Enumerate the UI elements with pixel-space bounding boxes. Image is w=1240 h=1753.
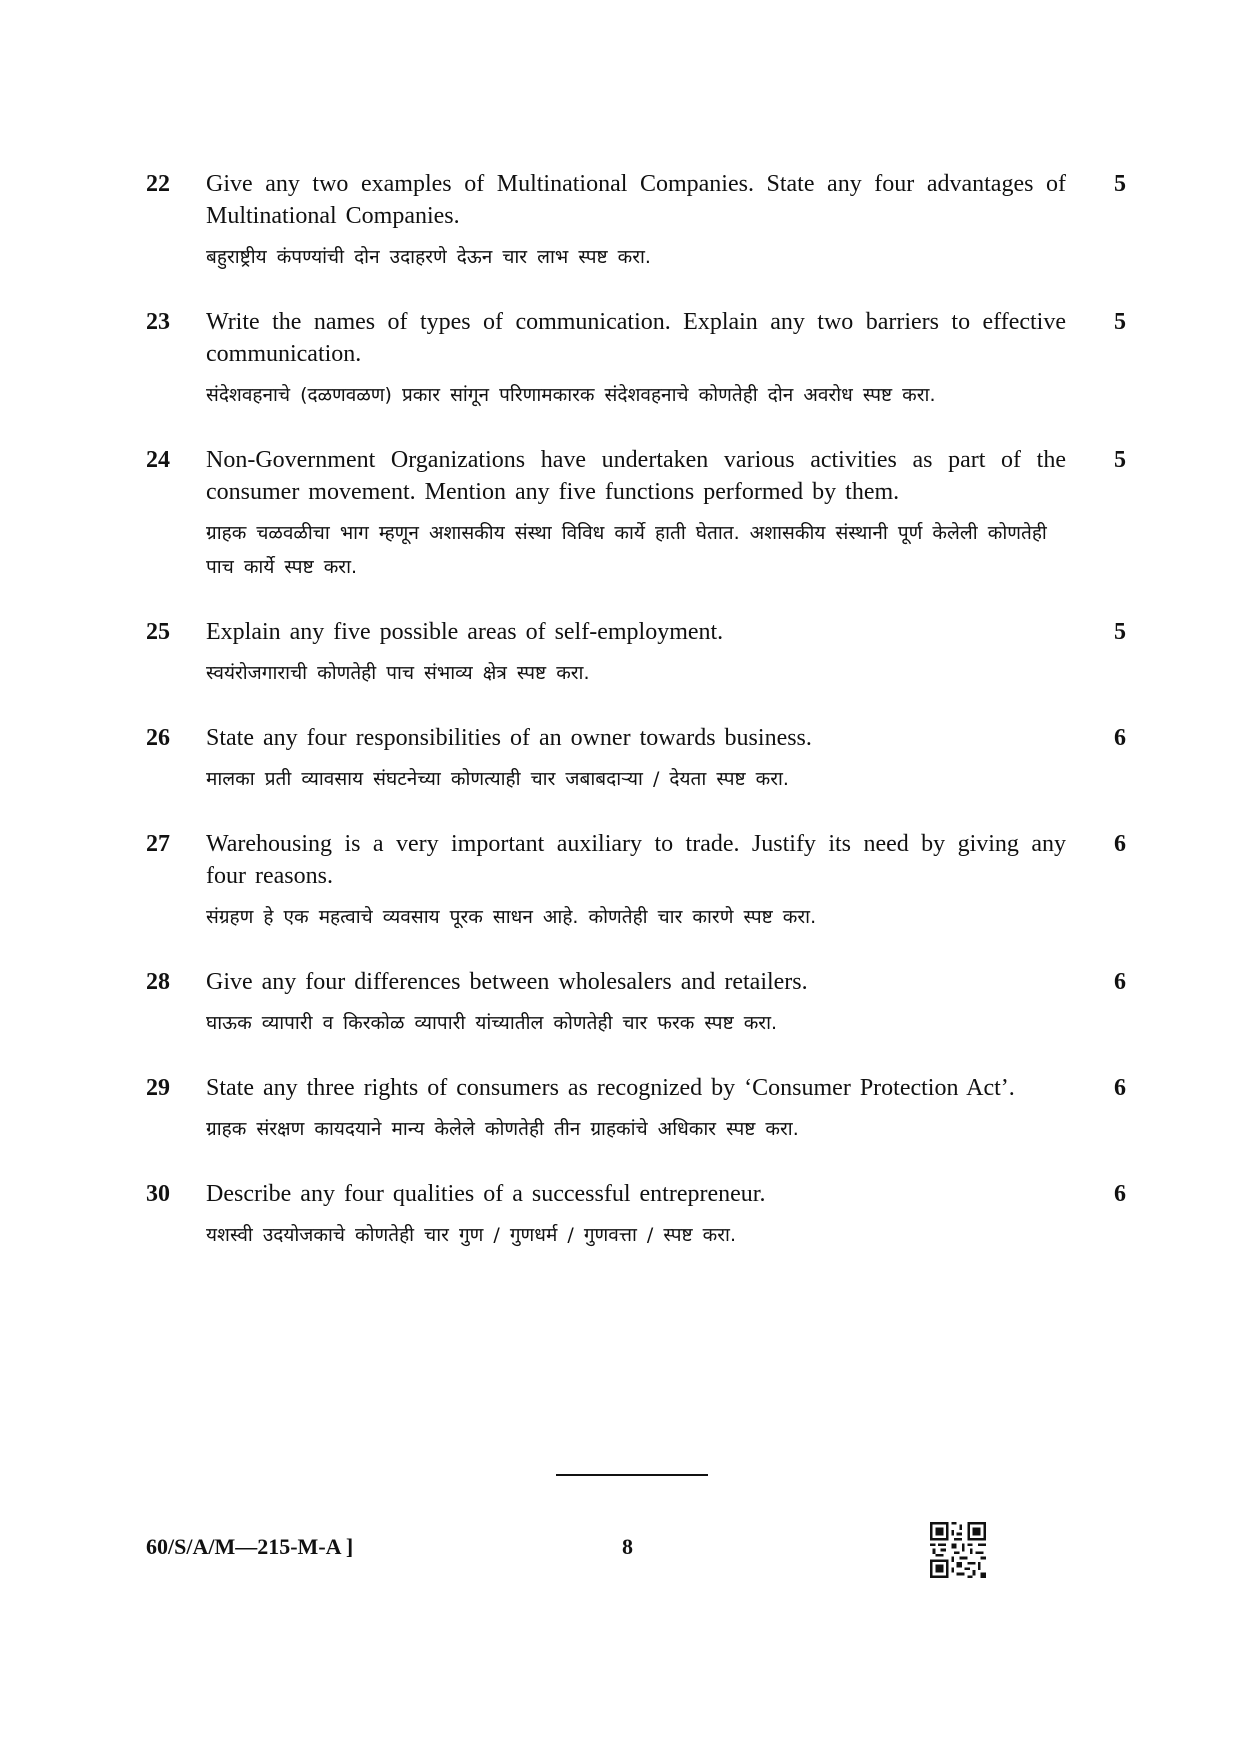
question-29 xyxy=(146,1072,1126,1146)
question-list xyxy=(146,168,1126,1252)
question-27 xyxy=(146,828,1126,934)
question-body xyxy=(206,828,1066,934)
question-marks: 5 xyxy=(1114,619,1126,645)
question-marks: 6 xyxy=(1114,725,1126,751)
question-text-english: Warehousing is a very important auxiliary to trade. Justify its need by giving any four reasons. xyxy=(206,831,1066,889)
question-marks: 5 xyxy=(1114,171,1126,197)
question-text-marathi: मालका प्रती व्यावसाय संघटनेच्या कोणत्याही चार जबाबदाऱ्या / देयता स्पष्ट करा. xyxy=(206,768,789,790)
question-body xyxy=(206,966,1066,1040)
question-spacer xyxy=(146,412,1126,444)
paper-code: 60/S/A/M—215-M-A ] xyxy=(146,1534,354,1559)
question-body xyxy=(206,616,1066,690)
end-divider-line xyxy=(556,1474,708,1476)
question-marks: 6 xyxy=(1114,1075,1126,1101)
question-number: 23 xyxy=(146,309,170,335)
question-24 xyxy=(146,444,1126,584)
question-number: 26 xyxy=(146,725,170,751)
question-text-marathi: बहुराष्ट्रीय कंपण्यांची दोन उदाहरणे देऊन चार लाभ स्पष्ट करा. xyxy=(206,246,651,268)
question-number: 24 xyxy=(146,447,170,473)
question-25 xyxy=(146,616,1126,690)
question-body xyxy=(206,306,1066,412)
question-text-marathi: ग्राहक संरक्षण कायदयाने मान्य केलेले कोणतेही तीन ग्राहकांचे अधिकार स्पष्ट करा. xyxy=(206,1118,799,1140)
question-22 xyxy=(146,168,1126,274)
question-number: 28 xyxy=(146,969,170,995)
question-number: 29 xyxy=(146,1075,170,1101)
question-text-english: Give any four differences between wholesalers and retailers. xyxy=(206,969,808,995)
question-number: 27 xyxy=(146,831,170,857)
question-text-english: Describe any four qualities of a successful entrepreneur. xyxy=(206,1181,766,1207)
question-text-marathi: ग्राहक चळवळीचा भाग म्हणून अशासकीय संस्था विविध कार्ये हाती घेतात. अशासकीय संस्थानी पूर्ण केलेली कोणतेही पाच कार्ये स्पष्ट करा. xyxy=(206,522,1047,578)
question-marks: 6 xyxy=(1114,1181,1126,1207)
question-body xyxy=(206,1178,1066,1252)
question-marks: 6 xyxy=(1114,831,1126,857)
question-spacer xyxy=(146,690,1126,722)
page-number: 8 xyxy=(622,1534,633,1559)
question-text-english: Write the names of types of communication. Explain any two barriers to effective communication. xyxy=(206,309,1066,367)
question-30 xyxy=(146,1178,1126,1252)
question-text-marathi: यशस्वी उदयोजकाचे कोणतेही चार गुण / गुणधर्म / गुणवत्ता / स्पष्ट करा. xyxy=(206,1224,736,1246)
question-spacer xyxy=(146,1040,1126,1072)
question-spacer xyxy=(146,274,1126,306)
question-body xyxy=(206,444,1066,584)
question-text-marathi: घाऊक व्यापारी व किरकोळ व्यापारी यांच्यातील कोणतेही चार फरक स्पष्ट करा. xyxy=(206,1012,778,1034)
question-26 xyxy=(146,722,1126,796)
question-spacer xyxy=(146,1146,1126,1178)
question-marks: 5 xyxy=(1114,447,1126,473)
question-text-english: Non-Government Organizations have undertaken various activities as part of the consumer movement. Mention any five functions performed by them. xyxy=(206,447,1066,505)
question-number: 30 xyxy=(146,1181,170,1207)
question-23 xyxy=(146,306,1126,412)
question-body xyxy=(206,168,1066,274)
question-spacer xyxy=(146,796,1126,828)
question-body xyxy=(206,1072,1066,1146)
question-marks: 5 xyxy=(1114,309,1126,335)
question-text-english: State any four responsibilities of an owner towards business. xyxy=(206,725,812,751)
qr-code-icon xyxy=(930,1522,986,1578)
question-text-english: State any three rights of consumers as recognized by ‘Consumer Protection Act’. xyxy=(206,1075,1015,1101)
question-number: 25 xyxy=(146,619,170,645)
question-28 xyxy=(146,966,1126,1040)
question-spacer xyxy=(146,584,1126,616)
question-text-english: Explain any five possible areas of self-employment. xyxy=(206,619,724,645)
question-text-marathi: स्वयंरोजगाराची कोणतेही पाच संभाव्य क्षेत्र स्पष्ट करा. xyxy=(206,662,590,684)
question-number: 22 xyxy=(146,171,170,197)
question-body xyxy=(206,722,1066,796)
question-text-english: Give any two examples of Multinational Companies. State any four advantages of Multinational Companies. xyxy=(206,171,1066,229)
question-spacer xyxy=(146,934,1126,966)
question-text-marathi: संग्रहण हे एक महत्वाचे व्यवसाय पूरक साधन आहे. कोणतेही चार कारणे स्पष्ट करा. xyxy=(206,906,817,928)
question-text-marathi: संदेशवहनाचे (दळणवळण) प्रकार सांगून परिणामकारक संदेशवहनाचे कोणतेही दोन अवरोध स्पष्ट करा. xyxy=(206,384,936,406)
question-marks: 6 xyxy=(1114,969,1126,995)
